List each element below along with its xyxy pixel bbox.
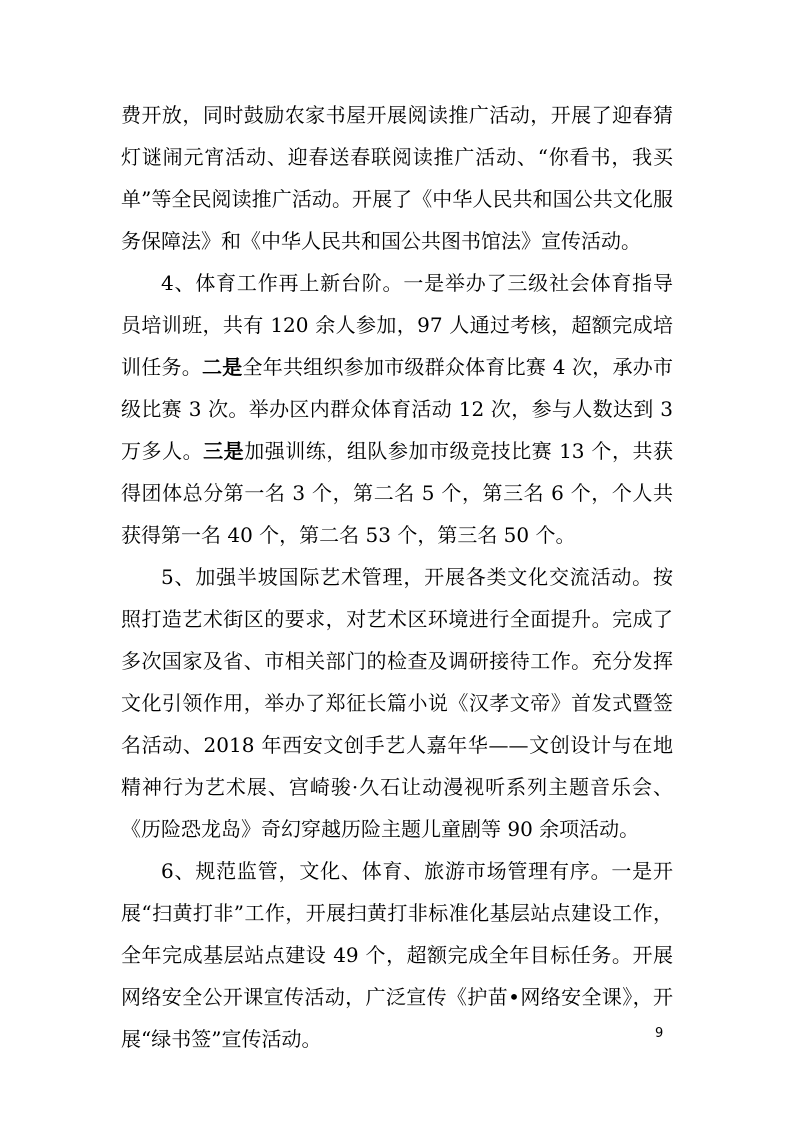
paragraph-text: 6、规范监管，文化、体育、旅游市场管理有序。一是开展“扫黄打非”工作，开展扫黄打非标准化基层站点建设工作，全年完成基层站点建设 49 个，超额完成全年目标任务。开展网络安全公开课宣传活动，广泛宣传《护苗•网络安全课》，开展“绿书签”宣传活动。 [121,859,673,1051]
paragraph-text: 加强训练，组队参加市级竞技比赛 13 个，共获得团体总分第一名 3 个，第二名 5 个，第三名 6 个，个人共获得第一名 40 个，第二名 53 个，第三名 50 个。 [121,439,674,547]
paragraph-text: 4、体育工作再上新台阶。一是举办了三级社会体育指导员培训班，共有 120 余人参加，97 人通过考核，超额完成培训任务。 [121,271,673,379]
paragraph-text: 费开放，同时鼓励农家书屋开展阅读推广活动，开展了迎春猜灯谜闹元宵活动、迎春送春联阅读推广活动、“你看书，我买单”等全民阅读推广活动。开展了《中华人民共和国公共文化服务保障法》和《中华人民共和国公共图书馆法》宣传活动。 [121,103,673,253]
paragraph-text: 按照打造艺术街区的要求，对艺术区环境进行全面提升。完成了多次国家及省、市相关部门的检查及调研接待工作。充分发挥文化引领作用，举办了郑征长篇小说《汉孝文帝》首发式暨签名活动、2018 年西安文创手艺人嘉年华——文创设计与在地精神行为艺术展、宫崎骏·久石让动漫视听系列主题音乐会、《历险恐龙岛》奇幻穿越历险主题儿童剧等 90 余项活动。 [121,565,673,841]
paragraph-art-district [121,556,673,850]
page-number: 9 [655,1026,664,1041]
bold-marker-third: 三是 [203,439,245,463]
paragraph-heading-text: 5、加强半坡国际艺术管理，开展各类文化交流活动。 [161,565,653,589]
document-body [121,94,673,1060]
bold-marker-second: 二是 [201,355,243,379]
paragraph-continuation [121,94,673,262]
paragraph-market-supervision [121,850,673,1060]
paragraph-text: 全年共组织参加市级群众体育比赛 4 次，承办市级比赛 3 次。举办区内群众体育活动 12 次，参与人数达到 3 万多人。 [121,355,674,463]
paragraph-sports [121,262,673,556]
